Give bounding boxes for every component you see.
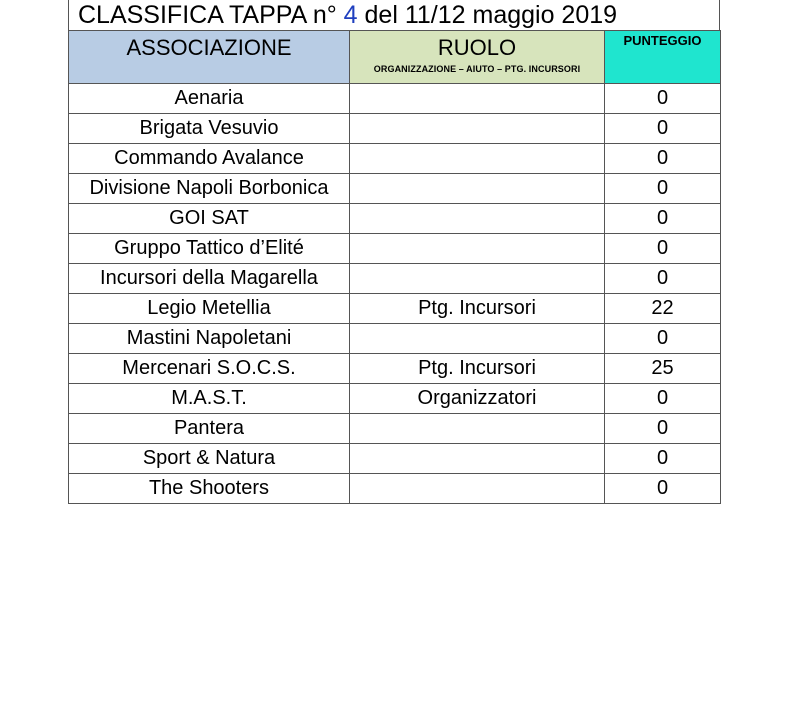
cell-ruolo xyxy=(350,144,605,174)
cell-punteggio: 0 xyxy=(605,174,721,204)
cell-associazione: Mastini Napoletani xyxy=(69,324,350,354)
header-punteggio: PUNTEGGIO xyxy=(605,31,721,84)
cell-associazione: GOI SAT xyxy=(69,204,350,234)
cell-ruolo xyxy=(350,174,605,204)
cell-ruolo xyxy=(350,414,605,444)
table-row xyxy=(69,414,721,444)
cell-associazione: Legio Metellia xyxy=(69,294,350,324)
table-row xyxy=(69,444,721,474)
cell-associazione: Incursori della Magarella xyxy=(69,264,350,294)
cell-ruolo: Ptg. Incursori xyxy=(350,354,605,384)
table-row xyxy=(69,84,721,114)
header-ruolo xyxy=(350,31,605,84)
header-row xyxy=(69,31,721,84)
header-ruolo-label: RUOLO xyxy=(437,35,517,60)
table-row xyxy=(69,324,721,354)
table-row xyxy=(69,114,721,144)
cell-punteggio: 0 xyxy=(605,264,721,294)
cell-punteggio: 0 xyxy=(605,474,721,504)
table-row xyxy=(69,234,721,264)
cell-punteggio: 25 xyxy=(605,354,721,384)
cell-associazione: The Shooters xyxy=(69,474,350,504)
cell-punteggio: 0 xyxy=(605,204,721,234)
title-stage-number: 4 xyxy=(343,1,358,29)
header-ruolo-subtitle: ORGANIZZAZIONE – AIUTO – PTG. INCURSORI xyxy=(373,64,581,74)
page-title xyxy=(68,0,720,30)
table-row xyxy=(69,354,721,384)
title-prefix: CLASSIFICA TAPPA n° xyxy=(78,1,337,29)
cell-associazione: M.A.S.T. xyxy=(69,384,350,414)
cell-punteggio: 0 xyxy=(605,84,721,114)
title-date: del 11/12 maggio 2019 xyxy=(364,1,618,29)
cell-associazione: Commando Avalance xyxy=(69,144,350,174)
table-row xyxy=(69,204,721,234)
cell-punteggio: 0 xyxy=(605,444,721,474)
ranking-table xyxy=(68,30,721,504)
cell-associazione: Gruppo Tattico d’Elité xyxy=(69,234,350,264)
cell-associazione: Sport & Natura xyxy=(69,444,350,474)
cell-ruolo xyxy=(350,444,605,474)
cell-associazione: Brigata Vesuvio xyxy=(69,114,350,144)
cell-punteggio: 0 xyxy=(605,234,721,264)
cell-ruolo xyxy=(350,234,605,264)
cell-ruolo xyxy=(350,84,605,114)
cell-associazione: Divisione Napoli Borbonica xyxy=(69,174,350,204)
cell-punteggio: 22 xyxy=(605,294,721,324)
cell-ruolo xyxy=(350,114,605,144)
cell-punteggio: 0 xyxy=(605,114,721,144)
cell-punteggio: 0 xyxy=(605,414,721,444)
cell-associazione: Aenaria xyxy=(69,84,350,114)
cell-ruolo: Organizzatori xyxy=(350,384,605,414)
cell-punteggio: 0 xyxy=(605,144,721,174)
table-row xyxy=(69,384,721,414)
table-row xyxy=(69,264,721,294)
header-associazione: ASSOCIAZIONE xyxy=(69,31,350,84)
cell-ruolo: Ptg. Incursori xyxy=(350,294,605,324)
cell-ruolo xyxy=(350,474,605,504)
table-row xyxy=(69,174,721,204)
cell-ruolo xyxy=(350,324,605,354)
cell-associazione: Mercenari S.O.C.S. xyxy=(69,354,350,384)
cell-punteggio: 0 xyxy=(605,324,721,354)
cell-punteggio: 0 xyxy=(605,384,721,414)
cell-associazione: Pantera xyxy=(69,414,350,444)
table-row xyxy=(69,144,721,174)
cell-ruolo xyxy=(350,264,605,294)
classifica-sheet xyxy=(68,0,720,504)
ranking-rows xyxy=(69,84,721,504)
cell-ruolo xyxy=(350,204,605,234)
table-row xyxy=(69,294,721,324)
table-row xyxy=(69,474,721,504)
